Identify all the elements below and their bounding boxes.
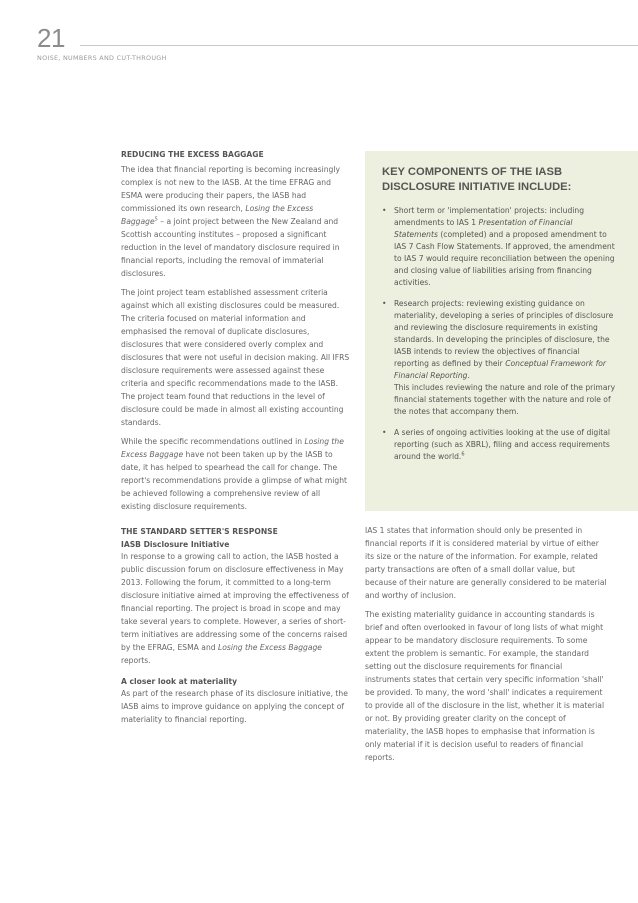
heading-standard-setter: THE STANDARD SETTER'S RESPONSE [121,527,278,536]
paragraph-recommendations: While the specific recommendations outlined in Losing the Excess Baggage have not been taken up by the IASB to date, it has helped to spearhead the call for change. The report's recommendations provide a glimpse of what might be achieved following a comprehensive review of all existing disclosure requirements. [121,437,347,511]
components-list [382,205,617,463]
left-column [121,150,351,732]
bullet-icon: • [382,299,387,308]
box-title: KEY COMPONENTS OF THE IASB DISCLOSURE INITIATIVE INCLUDE: [382,166,572,193]
section-label: NOISE, NUMBERS AND CUT-THROUGH [37,54,167,62]
list-item: • Research projects: reviewing existing guidance on materiality, developing a series of principles of disclosure and reviewing the disclosure requirements in existing standards. In developing the principles of disclosure, the IASB intends to review the objectives of financial reporting as defined by their Conceptual Framework for Financial Reporting. This includes reviewing the nature and role of the primary financial statements together with the nature and role of the notes that accompany them. [382,299,616,416]
right-column [365,524,607,770]
page-number: 21 [37,23,65,53]
subheading-disclosure-initiative: IASB Disclosure Initiative [121,540,230,549]
bullet-icon: • [382,206,387,215]
heading-reducing-baggage: REDUCING THE EXCESS BAGGAGE [121,150,264,159]
list-item: • Short term or 'implementation' projects: including amendments to IAS 1 Presentation of Financial Statements (completed) and a proposed amendment to IAS 7 Cash Flow Statements. If approved, the amendment to IAS 7 would require reconciliation between the opening and closing value of liabilities arising from financing activities. [382,206,615,287]
list-item: • A series of ongoing activities looking at the use of digital reporting (such as XBRL), filing and access requirements around the world.$^6$ [382,428,611,461]
paragraph-intro: The idea that financial reporting is becoming increasingly complex is not new to the IASB. At the time EFRAG and ESMA were producing their papers, the IASB had commissioned its own research, Losing the Excess Baggage$^5$ – a joint project between the New Zealand and Scottish accounting institutes – proposed a significant reduction in the level of mandatory disclosure required in financial reports, including the removal of immaterial disclosures. [121,165,340,278]
paragraph-assessment: The joint project team established assessment criteria against which all existing disclosures could be measured. The criteria focused on material information and emphasised the removal of duplicate disclosures, disclosures that were considered overly complex and disclosures that were not useful in decision making. All IFRS disclosure requirements were assessed against these criteria and specific recommendations made to the IASB. The project team found that reductions in the level of disclosure could be made in almost all existing accounting standards. [121,288,350,427]
header-rule [80,45,638,46]
paragraph-response: In response to a growing call to action, the IASB hosted a public discussion forum on disclosure effectiveness in May 2013. Following the forum, it committed to a long-term disclosure initiative aimed at improving the effectiveness of financial reporting. The project is broad in scope and may take several years to complete. However, a series of short-term initiatives are addressing some of the concerns raised by the EFRAG, ESMA and Losing the Excess Baggage reports. [121,552,349,665]
key-components-box [365,151,638,511]
paragraph-guidance: The existing materiality guidance in accounting standards is brief and often overlooked in favour of long lists of what might appear to be mandatory disclosure requirements. To some extent the problem is semantic. For example, the standard setting out the disclosure requirements for financial instruments states that certain very specific information 'shall' be provided. To many, the word 'shall' indicates a requirement to provide all of the disclosure in the list, whether it is material or not. By providing greater clarity on the concept of materiality, the IASB hopes to emphasise that information is only material if it is decision useful to readers of financial reports. [365,610,605,762]
paragraph-materiality: As part of the research phase of its disclosure initiative, the IASB aims to improve guidance on applying the concept of materiality to financial reporting. [121,689,348,724]
bullet-icon: • [382,428,387,437]
paragraph-ias1: IAS 1 states that information should only be presented in financial reports if it is considered material by virtue of either its size or the nature of the information. For example, related party transactions are often of a small dollar value, but because of their nature are generally considered to be material and worthy of inclusion. [365,526,607,600]
subheading-materiality: A closer look at materiality [121,677,238,686]
